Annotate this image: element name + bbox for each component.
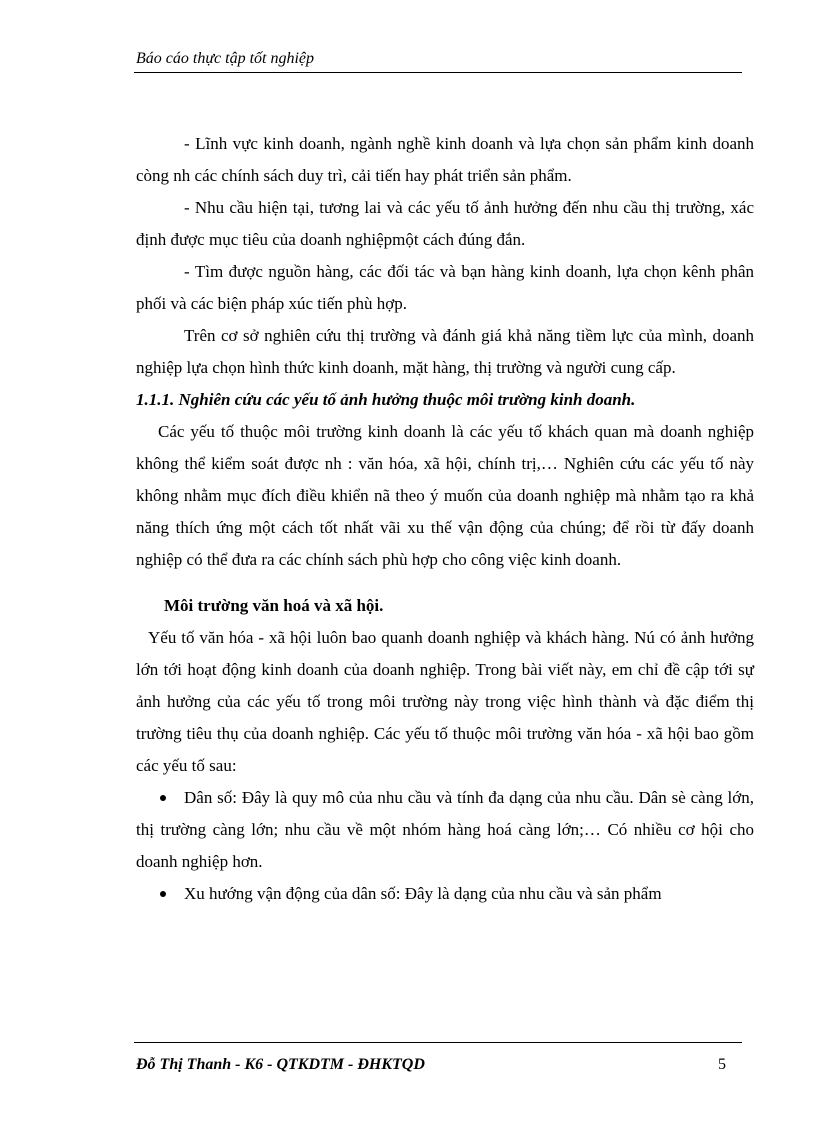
subheading-culture-society: Môi trường văn hoá và xã hội. xyxy=(164,596,384,615)
bullet-text: Dân số: Đây là quy mô của nhu cầu và tính đa dạng của nhu cầu. Dân sè càng lớn, thị trường càng lớn; nhu cầu về một nhóm hàng hoá càng lớn;… Có nhiều cơ hội cho doanh nghiệp hơn. xyxy=(136,788,754,871)
bullet-icon xyxy=(160,795,166,801)
paragraph-business-field: - Lĩnh vực kinh doanh, ngành nghề kinh doanh và lựa chọn sản phẩm kinh doanh còng nh các chính sách duy trì, cải tiến hay phát triển sản phẩm. xyxy=(136,134,754,185)
header-title: Báo cáo thực tập tốt nghiệp xyxy=(136,50,315,67)
paragraph-sourcing: - Tìm được nguồn hàng, các đối tác và bạn hàng kinh doanh, lựa chọn kênh phân phối và các biện pháp xúc tiến phù hợp. xyxy=(136,262,754,313)
list-item xyxy=(136,878,754,910)
paragraph-market-demand: - Nhu cầu hiện tại, tương lai và các yếu tố ảnh hưởng đến nhu cầu thị trường, xác định được mục tiêu của doanh nghiệpmột cách đúng đắn. xyxy=(136,198,754,249)
header-rule xyxy=(134,72,742,73)
list-item xyxy=(136,782,754,878)
paragraph-environment-factors: Các yếu tố thuộc môi trường kinh doanh là các yếu tố khách quan mà doanh nghiệp không thể kiểm soát được nh : văn hóa, xã hội, chính trị,… Nghiên cứu các yếu tố này không nhằm mục đích điều khiển nã theo ý muốn của doanh nghiệp mà nhằm tạo ra khả năng thích ứng một cách tốt nhất vãi xu thế vận động của chúng; để rồi từ đấy doanh nghiệp có thể đưa ra các chính sách phù hợp cho công việc kinh doanh. xyxy=(136,422,754,569)
section-heading: 1.1.1. Nghiên cứu các yếu tố ảnh hưởng thuộc môi trường kinh doanh. xyxy=(136,390,636,409)
paragraph-culture-society: Yếu tố văn hóa - xã hội luôn bao quanh doanh nghiệp và khách hàng. Nú có ảnh hưởng lớn tới hoạt động kinh doanh của doanh nghiệp. Trong bài viết này, em chỉ đề cập tới sự ảnh hưởng của các yếu tố trong môi trường này trong việc hình thành và đặc điểm thị trường tiêu thụ của doanh nghiệp. Các yếu tố thuộc môi trường văn hóa - xã hội bao gồm các yếu tố sau: xyxy=(136,628,754,775)
bullet-list xyxy=(136,782,754,910)
footer-rule xyxy=(134,1042,742,1043)
footer-author: Đỗ Thị Thanh - K6 - QTKDTM - ĐHKTQD xyxy=(136,1056,425,1073)
page-number: 5 xyxy=(718,1056,726,1073)
document-body xyxy=(136,128,754,910)
bullet-icon xyxy=(160,891,166,897)
paragraph-research-basis: Trên cơ sở nghiên cứu thị trường và đánh giá khả năng tiềm lực của mình, doanh nghiệp lựa chọn hình thức kinh doanh, mặt hàng, thị trường và người cung cấp. xyxy=(136,326,754,377)
bullet-text: Xu hướng vận động của dân số: Đây là dạng của nhu cầu và sản phẩm xyxy=(184,884,662,903)
